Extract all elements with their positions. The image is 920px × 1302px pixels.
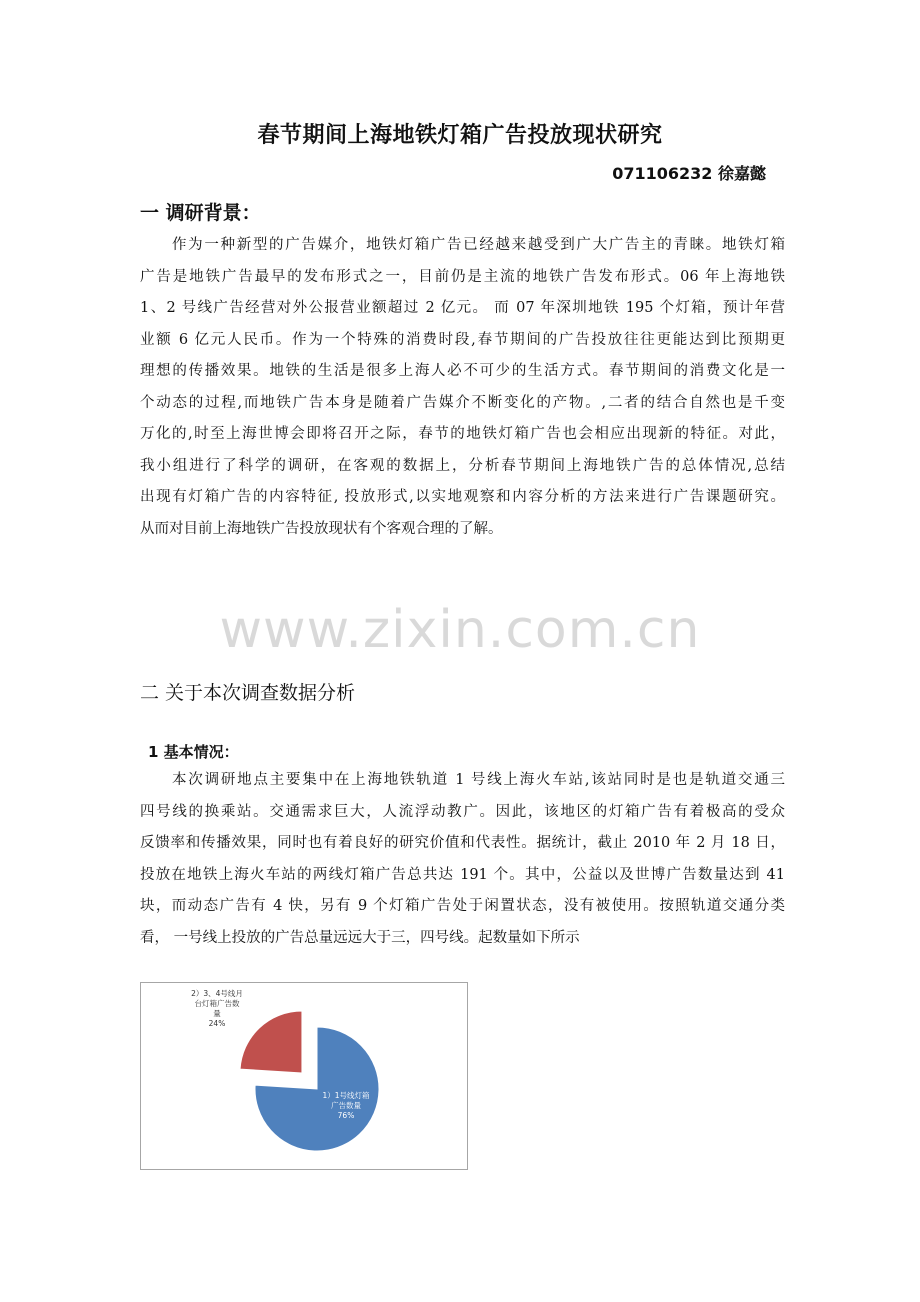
- paragraph-line: 1、2 号线广告经营对外公报营业额超过 2 亿元。 而 07 年深圳地铁 195 个灯箱，预计年营: [140, 300, 785, 316]
- pie-slice-label-2: [191, 988, 243, 1028]
- section-2-paragraph: [140, 765, 785, 954]
- pie-slice-label-line: 量: [213, 1009, 221, 1018]
- paragraph-line: 出现有灯箱广告的内容特征, 投放形式,以实地观察和内容分析的方法来进行广告课题研究。: [140, 489, 785, 505]
- pie-chart-svg: [141, 983, 467, 1169]
- document-title: 春节期间上海地铁灯箱广告投放现状研究: [257, 123, 663, 148]
- paragraph-line: 块，而动态广告有 4 快，另有 9 个灯箱广告处于闲置状态，没有被使用。按照轨道交通分类: [140, 898, 785, 914]
- section-1-paragraph: [140, 230, 785, 545]
- watermark: www.zixin.com.cn: [219, 600, 701, 660]
- paragraph-line: 四号线的换乘站。交通需求巨大，人流浮动教广。因此，该地区的灯箱广告有着极高的受众: [140, 803, 785, 820]
- pie-slice-label-line: 台灯箱广告数: [194, 999, 240, 1008]
- paragraph-line: 投放在地铁上海火车站的两线灯箱广告总共达 191 个。其中，公益以及世博广告数量达到 41: [140, 866, 785, 883]
- section-2-heading: 二 关于本次调查数据分析: [140, 682, 356, 704]
- pie-slice-percent: 24%: [208, 1019, 226, 1028]
- paragraph-line: 从而对目前上海地铁广告投放现状有个客观合理的了解。: [140, 520, 503, 537]
- pie-slice-label-line: 1）1号线灯箱: [322, 1091, 370, 1100]
- pie-slice-2: [240, 1011, 302, 1073]
- author-name: 徐嘉懿: [717, 164, 766, 183]
- paragraph-line: 本次调研地点主要集中在上海地铁轨道 1 号线上海火车站,该站同时是也是轨道交通三: [172, 772, 785, 788]
- paragraph-line: 万化的,时至上海世博会即将召开之际，春节的地铁灯箱广告也会相应出现新的特征。对此，: [140, 426, 785, 442]
- paragraph-line: 作为一种新型的广告媒介，地铁灯箱广告已经越来越受到广大广告主的青睐。地铁灯箱: [172, 237, 785, 253]
- paragraph-line: 业额 6 亿元人民币。作为一个特殊的消费时段,春节期间的广告投放往往更能达到比预期更: [140, 331, 785, 348]
- paragraph-line: 个动态的过程,而地铁广告本身是随着广告媒介不断变化的产物。,二者的结合自然也是千变: [140, 394, 785, 411]
- author-id: 071106232: [612, 164, 713, 183]
- paragraph-line: 广告是地铁广告最早的发布形式之一，目前仍是主流的地铁广告发布形式。06 年上海地铁: [140, 268, 785, 285]
- author-line: [612, 161, 766, 184]
- pie-slice-percent: 76%: [337, 1111, 355, 1120]
- section-1-heading: 一 调研背景：: [140, 202, 261, 224]
- paragraph-line: 我小组进行了科学的调研，在客观的数据上，分析春节期间上海地铁广告的总体情况,总结: [140, 457, 785, 474]
- pie-chart: [140, 982, 468, 1170]
- pie-slice-label-line: 2）3、4号线月: [191, 989, 243, 998]
- paragraph-line: 反馈率和传播效果，同时也有着良好的研究价值和代表性。据统计，截止 2010 年 2 月 18 日，: [140, 835, 785, 851]
- paragraph-line: 理想的传播效果。地铁的生活是很多上海人必不可少的生活方式。春节期间的消费文化是一: [140, 363, 785, 379]
- section-2-sub-heading: 1 基本情况：: [148, 743, 239, 761]
- pie-slice-label-line: 广告数量: [331, 1101, 361, 1110]
- paragraph-line: 看， 一号线上投放的广告总量远远大于三，四号线。起数量如下所示: [140, 929, 580, 946]
